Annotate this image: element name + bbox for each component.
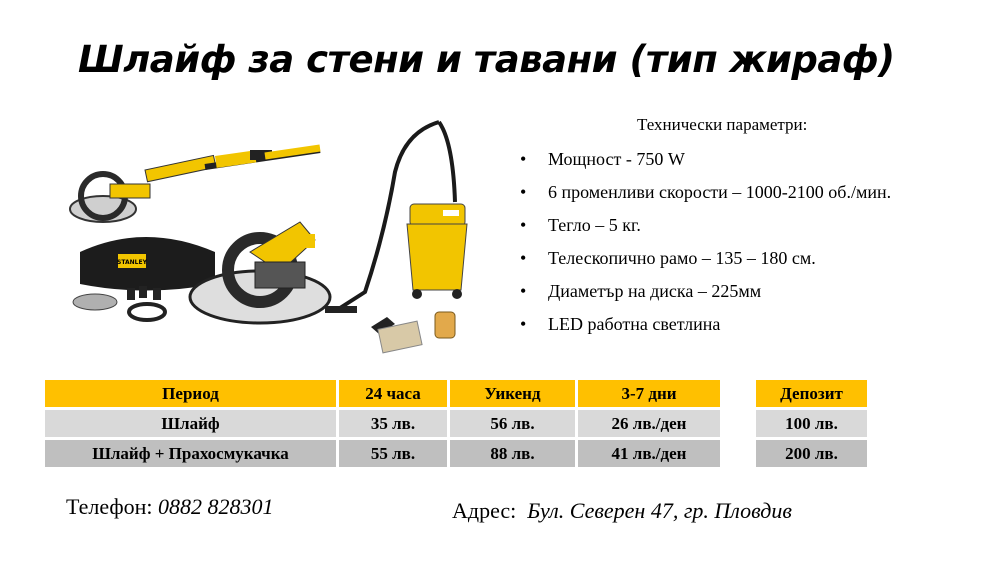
header-24h: 24 часа — [339, 380, 447, 407]
table-row — [45, 440, 867, 467]
spec-item: • 6 променливи скорости – 1000-2100 об./мин. — [520, 182, 892, 202]
vacuum-icon — [325, 122, 467, 353]
page-title: Шлайф за стени и тавани (тип жираф) — [78, 38, 895, 81]
row-price: 56 лв. — [450, 410, 575, 437]
spec-item: • Телескопично рамо – 135 – 180 см. — [520, 248, 816, 268]
phone-line — [66, 494, 274, 520]
spec-item: • Диаметър на диска – 225мм — [520, 281, 762, 301]
address-line — [452, 498, 792, 524]
specs-heading: Технически параметри: — [637, 115, 808, 134]
row-price: 35 лв. — [339, 410, 447, 437]
row-price: 26 лв./ден — [578, 410, 720, 437]
accessories-icon — [73, 286, 165, 320]
phone-label: Телефон: — [66, 494, 159, 519]
header-period: Период — [45, 380, 336, 407]
row-price: 88 лв. — [450, 440, 575, 467]
spec-item: • Мощност - 750 W — [520, 149, 685, 169]
product-photo — [55, 112, 500, 362]
address-label: Адрес: — [452, 498, 528, 523]
table-header-row — [45, 380, 867, 407]
sander-small-icon — [70, 148, 320, 222]
row-price: 55 лв. — [339, 440, 447, 467]
header-deposit: Депозит — [756, 380, 867, 407]
spec-item: • Тегло – 5 кг. — [520, 215, 641, 235]
spec-item: • LED работна светлина — [520, 314, 721, 334]
bag-logo: STANLEY — [117, 259, 147, 266]
specs-list — [520, 145, 891, 343]
phone-number: 0882 828301 — [158, 494, 274, 519]
bag-icon — [80, 237, 215, 291]
table-row — [45, 410, 867, 437]
header-weekend: Уикенд — [450, 380, 575, 407]
address-value: Бул. Северен 47, гр. Пловдив — [527, 498, 792, 523]
row-price: 41 лв./ден — [578, 440, 720, 467]
row-item: Шлайф — [45, 410, 336, 437]
row-item: Шлайф + Прахосмукачка — [45, 440, 336, 467]
deposit-value: 200 лв. — [756, 440, 867, 467]
header-3-7-days: 3-7 дни — [578, 380, 720, 407]
rates-table — [42, 377, 870, 470]
deposit-value: 100 лв. — [756, 410, 867, 437]
